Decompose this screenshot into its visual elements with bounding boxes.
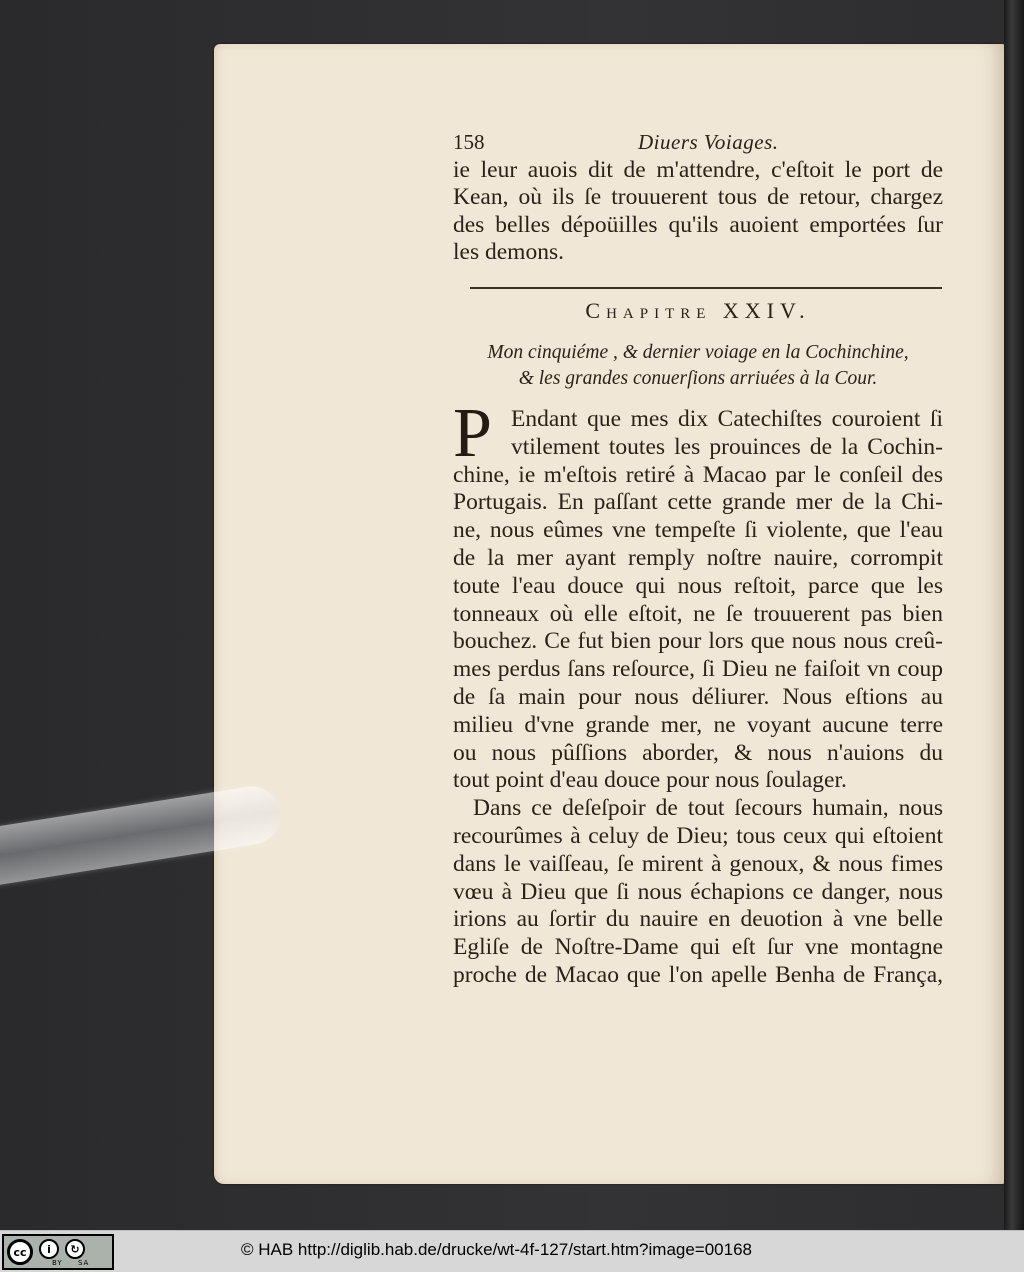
copyright-link[interactable]: © HAB http://diglib.hab.de/drucke/wt-4f-127/start.htm?image=00168 xyxy=(241,1240,753,1259)
section-rule xyxy=(470,287,942,289)
subtitle-line: & les grandes conuerſions arriuées à la Cour. xyxy=(518,368,878,389)
chapter-subtitle xyxy=(453,340,943,392)
text-line: dans le vaiſſeau, ſe mirent à genoux, & nous fimes xyxy=(453,850,943,877)
text-line: mes perdus ſans reſource, ſi Dieu ne faiſoit vn coup xyxy=(453,656,943,683)
text-line: chine, ie m'eſtois retiré à Macao par le conſeil des xyxy=(453,461,943,488)
text-line: bouchez. Ce fut bien pour lors que nous nous creû- xyxy=(453,628,943,655)
footer-bar xyxy=(0,1230,1024,1272)
text-line: Egliſe de Noſtre-Dame qui eſt ſur vne montagne xyxy=(453,934,943,961)
text-line: recourûmes à celuy de Dieu; tous ceux qui eſtoient xyxy=(453,822,943,849)
text-line: de la mer ayant remply noſtre nauire, corrompit xyxy=(453,544,943,571)
text-line: tout point d'eau douce pour nous ſoulager. xyxy=(453,767,847,794)
body-text xyxy=(453,395,943,990)
text-line: ne, nous eûmes vne tempeſte ſi violente, que l'eau xyxy=(453,517,943,544)
cc-license-badge[interactable] xyxy=(2,1234,114,1270)
license-label-by: BY xyxy=(52,1259,63,1267)
text-line: tonneaux où elle eſtoit, ne ſe trouuerent pas bien xyxy=(453,600,943,627)
cc-icon: cc xyxy=(7,1239,33,1265)
license-labels xyxy=(52,1259,101,1267)
text-line: proche de Macao que l'on apelle Benha de França, xyxy=(453,961,943,988)
text-line: ie leur auois dit de m'attendre, c'eſtoit le port de xyxy=(453,157,943,183)
by-attribution-icon: i xyxy=(39,1239,59,1259)
text-line: Endant que mes dix Catechiſtes couroient ſi xyxy=(511,406,943,432)
drop-cap: P xyxy=(453,395,492,472)
text-line: de ſa main pour nous déliurer. Nous eſtions au xyxy=(453,683,943,710)
page-number: 158 xyxy=(453,130,485,154)
text-line: Portugais. En paſſant cette grande mer de la Chi- xyxy=(453,489,943,516)
sa-share-alike-icon: ↻ xyxy=(65,1239,85,1259)
text-line: ou nous pûſſions aborder, & nous n'auions du xyxy=(453,739,943,766)
text-line: irions au ſortir du nauire en deuotion à vne belle xyxy=(453,906,943,933)
running-title: Diuers Voiages. xyxy=(638,130,779,154)
text-line: les demons. xyxy=(453,238,564,265)
text-line: Dans ce deſeſpoir de tout ſecours humain, nous xyxy=(473,795,943,822)
text-line: toute l'eau douce qui nous reſtoit, parce que les xyxy=(453,572,943,599)
text-line: des belles dépoüilles qu'ils auoient emportées ſur xyxy=(453,211,943,238)
book-spine xyxy=(1004,0,1024,1230)
license-label-sa: SA xyxy=(77,1259,90,1267)
chapter-heading: Chapitre XXIV. xyxy=(585,298,811,323)
text-line: milieu d'vne grande mer, ne voyant aucune terre xyxy=(453,711,943,738)
text-line: vtilement toutes les prouinces de la Cochin- xyxy=(511,433,943,460)
text-line: Kean, où ils ſe trouuerent tous de retour, chargez xyxy=(453,184,943,211)
subtitle-line: Mon cinquiéme , & dernier voiage en la Cochinchine, xyxy=(487,342,909,363)
text-line: vœu à Dieu que ſi nous échapions ce danger, nous xyxy=(453,878,943,905)
carryover-paragraph xyxy=(453,157,943,266)
